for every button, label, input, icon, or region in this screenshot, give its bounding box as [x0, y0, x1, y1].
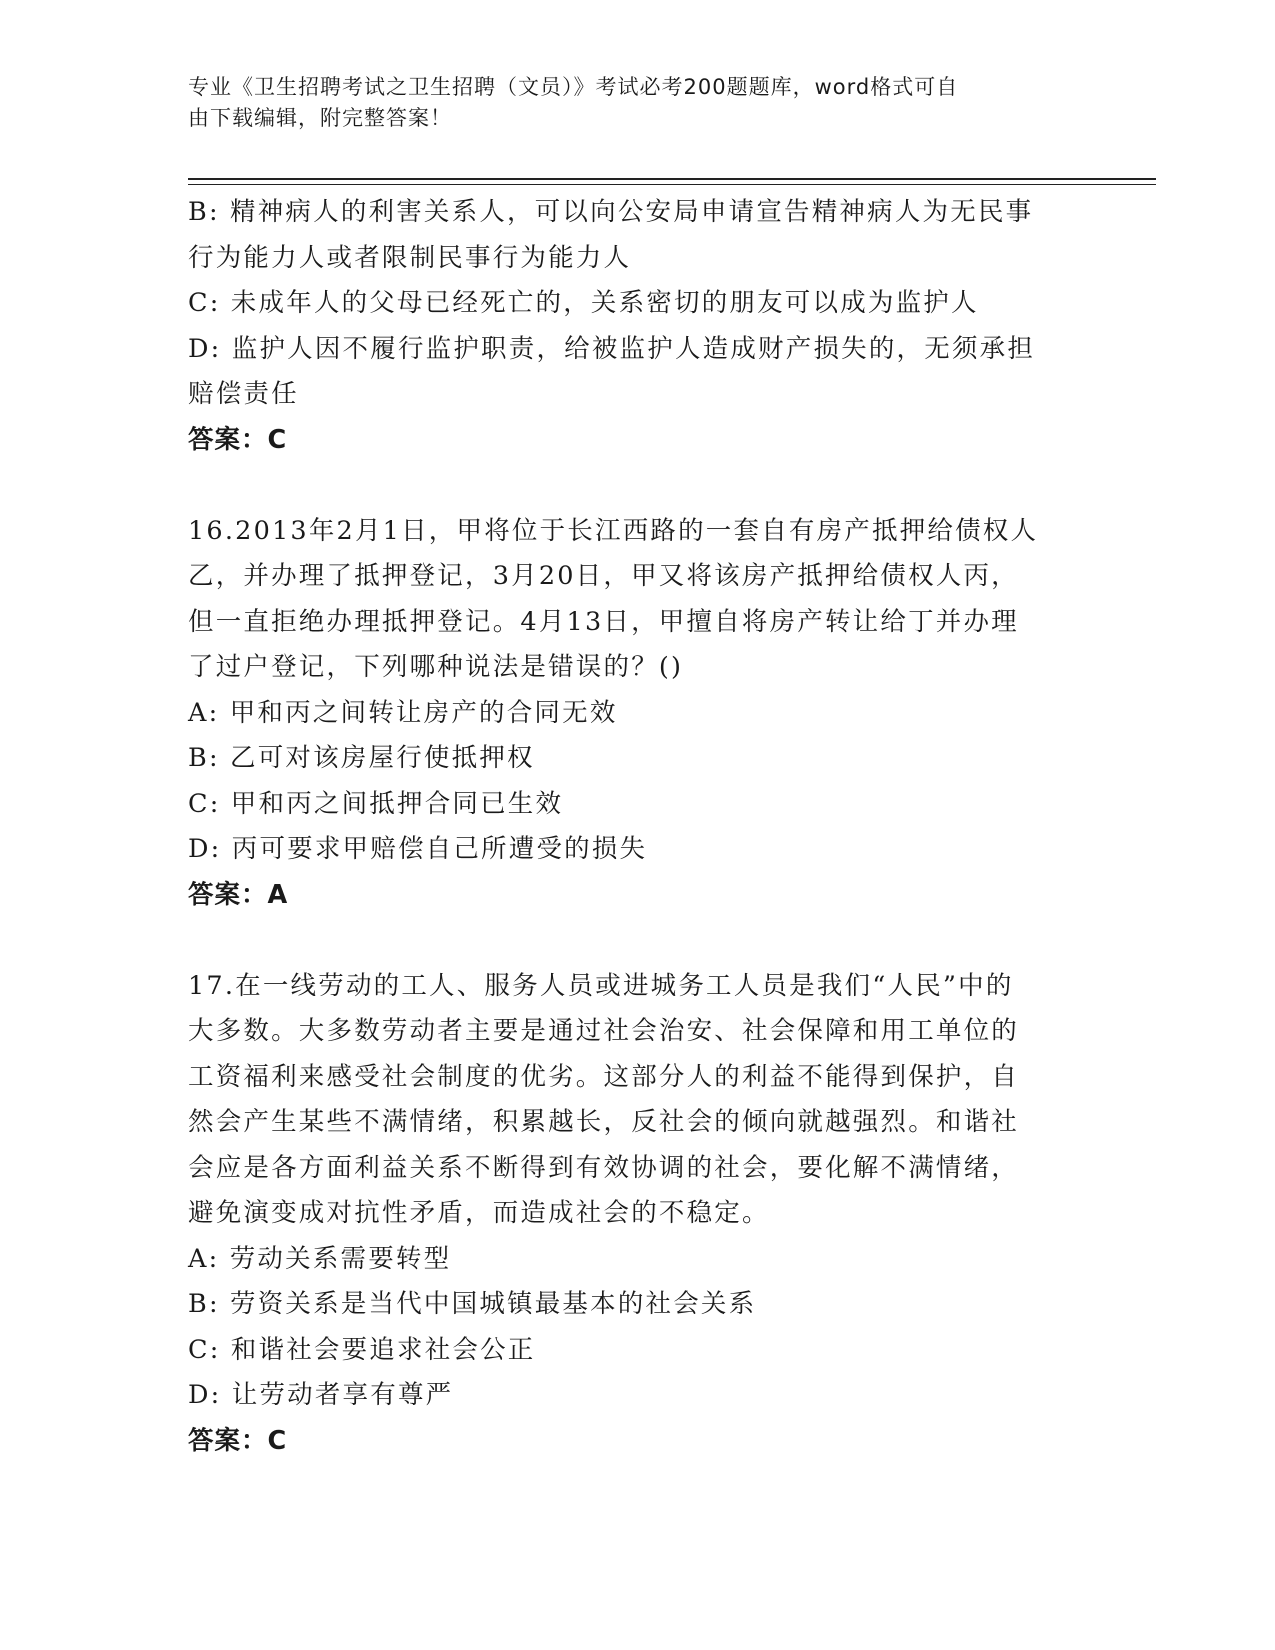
question-16-stem-line-3: 但一直拒绝办理抵押登记。4月13日，甲擅自将房产转让给丁并办理: [188, 606, 1019, 637]
header-line-2: 由下载编辑，附完整答案！: [188, 106, 452, 130]
question-17-stem-line-2: 大多数。大多数劳动者主要是通过社会治安、社会保障和用工单位的: [188, 1016, 1020, 1046]
question-17-stem-line-1: 17.在一线劳动的工人、服务人员或进城务工人员是我们“人民”中的: [188, 970, 1014, 1001]
question-content: [188, 190, 1088, 1464]
option-d-line-2: 赔偿责任: [188, 379, 299, 409]
question-17: [188, 964, 1088, 1465]
document-header: [188, 72, 1068, 134]
question-15-tail: [188, 190, 1088, 463]
header-line-1: 专业《卫生招聘考试之卫生招聘（文员）》考试必考200题题库，word格式可自: [188, 75, 959, 99]
option-b: B: 乙可对该房屋行使抵押权: [188, 743, 535, 773]
answer-15: 答案：C: [188, 424, 288, 455]
header-rule-thick: [188, 178, 1156, 180]
option-a: A: 甲和丙之间转让房产的合同无效: [188, 697, 618, 728]
question-16-stem-line-4: 了过户登记，下列哪种说法是错误的？(): [188, 652, 684, 682]
spacer: [188, 463, 1088, 509]
answer-16: 答案：A: [188, 879, 289, 910]
option-c: C: 甲和丙之间抵押合同已生效: [188, 788, 564, 819]
header-rule-thin: [188, 184, 1156, 185]
option-d-line-1: D: 监护人因不履行监护职责，给被监护人造成财产损失的，无须承担: [188, 333, 1036, 364]
option-b-line-1: B: 精神病人的利害关系人，可以向公安局申请宣告精神病人为无民事: [188, 197, 1034, 227]
question-16-stem-line-2: 乙，并办理了抵押登记，3月20日，甲又将该房产抵押给债权人丙，: [188, 561, 1019, 591]
question-17-stem-line-5: 会应是各方面利益关系不断得到有效协调的社会，要化解不满情绪，: [188, 1152, 1020, 1183]
answer-17: 答案：C: [188, 1425, 288, 1456]
question-17-stem-line-3: 工资福利来感受社会制度的优劣。这部分人的利益不能得到保护，自: [188, 1061, 1020, 1092]
option-d: D: 让劳动者享有尊严: [188, 1380, 454, 1410]
option-b: B: 劳资关系是当代中国城镇最基本的社会关系: [188, 1289, 757, 1319]
question-16: [188, 509, 1088, 919]
option-a: A: 劳动关系需要转型: [188, 1243, 452, 1274]
question-16-stem-line-1: 16.2013年2月1日，甲将位于长江西路的一套自有房产抵押给债权人: [188, 515, 1039, 546]
question-17-stem-line-4: 然会产生某些不满情绪，积累越长，反社会的倾向就越强烈。和谐社: [188, 1107, 1020, 1137]
option-c: C: 未成年人的父母已经死亡的，关系密切的朋友可以成为监护人: [188, 288, 979, 318]
option-d: D: 丙可要求甲赔偿自己所遭受的损失: [188, 834, 648, 864]
question-17-stem-line-6: 避免演变成对抗性矛盾，而造成社会的不稳定。: [188, 1198, 770, 1228]
option-c: C: 和谐社会要追求社会公正: [188, 1334, 536, 1365]
option-b-line-2: 行为能力人或者限制民事行为能力人: [188, 242, 632, 273]
spacer: [188, 918, 1088, 964]
